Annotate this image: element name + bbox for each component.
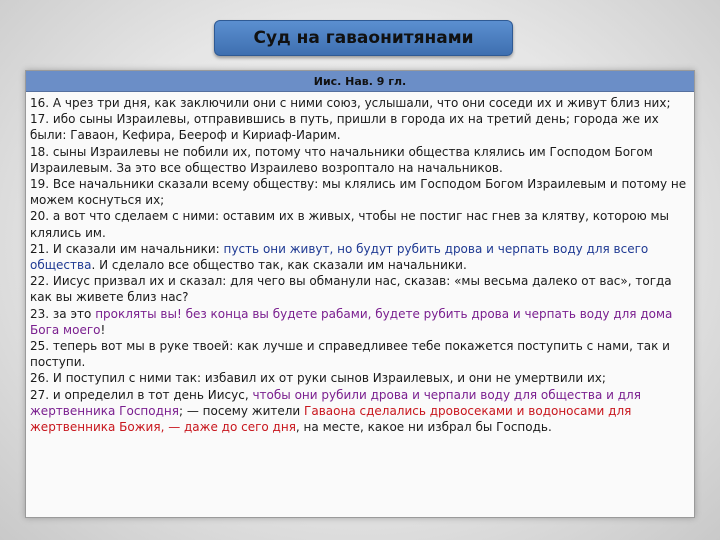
verse-text: 25. теперь вот мы в руке твоей: как лучше и справедливее тебе покажется поступить с нами, так и поступи. <box>30 339 670 370</box>
verse-text: 19. Все начальники сказали всему обществу: мы клялись им Господом Богом Израилевым и потому не можем коснуться их; <box>30 177 687 208</box>
verse-text: 20. а вот что сделаем с ними: оставим их в живых, чтобы не постиг нас гнев за клятву, которою мы клялись им. <box>30 209 670 240</box>
highlighted-text: пусть они живут, но будут рубить дрова и черпать воду для всего общества <box>30 241 649 273</box>
highlighted-text: прокляты вы! без конца вы будете рабами, будете рубить дрова и черпать воду для дома Бога моего <box>30 306 673 337</box>
verse-text: , на месте, какое ни избрал бы Господь. <box>295 420 552 435</box>
verse-text: 21. И сказали им начальники: <box>30 241 224 256</box>
verse-text: 16. А чрез три дня, как заключили они с ними союз, услышали, что они соседи их и живут близ них; <box>30 96 671 110</box>
verse <box>30 111 688 143</box>
verse-text: 18. сыны Израилевы не побили их, потому что начальники общества клялись им Господом Богом Израилевым. За это все общество Израилево возроптало на начальников. <box>30 144 653 175</box>
verse <box>30 95 688 111</box>
verse <box>30 208 688 240</box>
highlighted-text: чтобы они рубили дрова и черпали воду для общества и для жертвенника Господня <box>30 387 641 418</box>
verse-text: 22. Иисус призвал их и сказал: для чего вы обманули нас, сказав: «мы весьма далеко от вас», тогда как вы живете близ нас? <box>30 274 672 305</box>
verse <box>30 176 688 208</box>
verse-text: 23. за это <box>30 306 96 321</box>
verse <box>30 241 688 273</box>
verse-text: ; — посему жители <box>178 403 305 418</box>
slide-title: Суд на гаваонитянами <box>214 20 513 56</box>
verse <box>30 306 688 338</box>
verse <box>30 387 688 436</box>
verse-text: 17. ибо сыны Израилевы, отправившись в путь, пришли в города их на третий день; города же их были: Гаваон, Кефира, Беероф и Кириаф-Иарим. <box>30 112 659 143</box>
verse-text: 26. И поступил с ними так: избавил их от руки сынов Израилевых, и они не умертвили их; <box>30 371 606 386</box>
verse-list <box>26 92 694 435</box>
scripture-panel <box>25 70 695 518</box>
verse-text: . И сделало все общество так, как сказали им начальники. <box>91 258 467 273</box>
verse-text: 27. и определил в тот день Иисус, <box>30 387 253 402</box>
verse <box>30 273 688 305</box>
verse-text: ! <box>100 322 106 337</box>
verse <box>30 370 688 386</box>
panel-heading: Иис. Нав. 9 гл. <box>26 71 694 92</box>
highlighted-text: Гаваона сделались дровосеками и водоносами для жертвенника Божия, — даже до сего дня <box>30 403 632 435</box>
verse <box>30 144 688 176</box>
verse <box>30 338 688 370</box>
